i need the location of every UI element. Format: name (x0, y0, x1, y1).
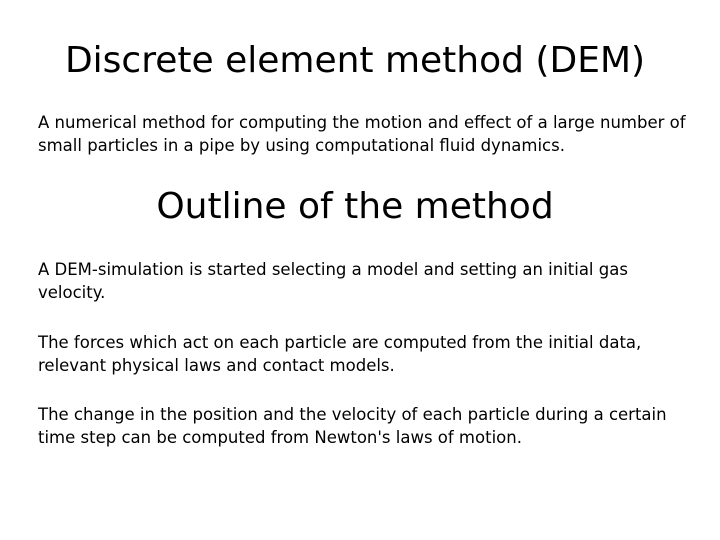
intro-paragraph: A numerical method for computing the motion and effect of a large number of small particles in a pipe by using computational fluid dynamics. (38, 113, 686, 155)
paragraph-forces: The forces which act on each particle are computed from the initial data, relevant physical laws and contact models. (38, 333, 642, 375)
paragraph-model-setup: A DEM-simulation is started selecting a model and setting an initial gas velocity. (38, 260, 628, 302)
slide-title: Discrete element method (DEM) (64, 40, 646, 81)
paragraph-motion: The change in the position and the velocity of each particle during a certain time step can be computed from Newton's laws of motion. (38, 405, 667, 447)
section-heading: Outline of the method (156, 186, 554, 227)
